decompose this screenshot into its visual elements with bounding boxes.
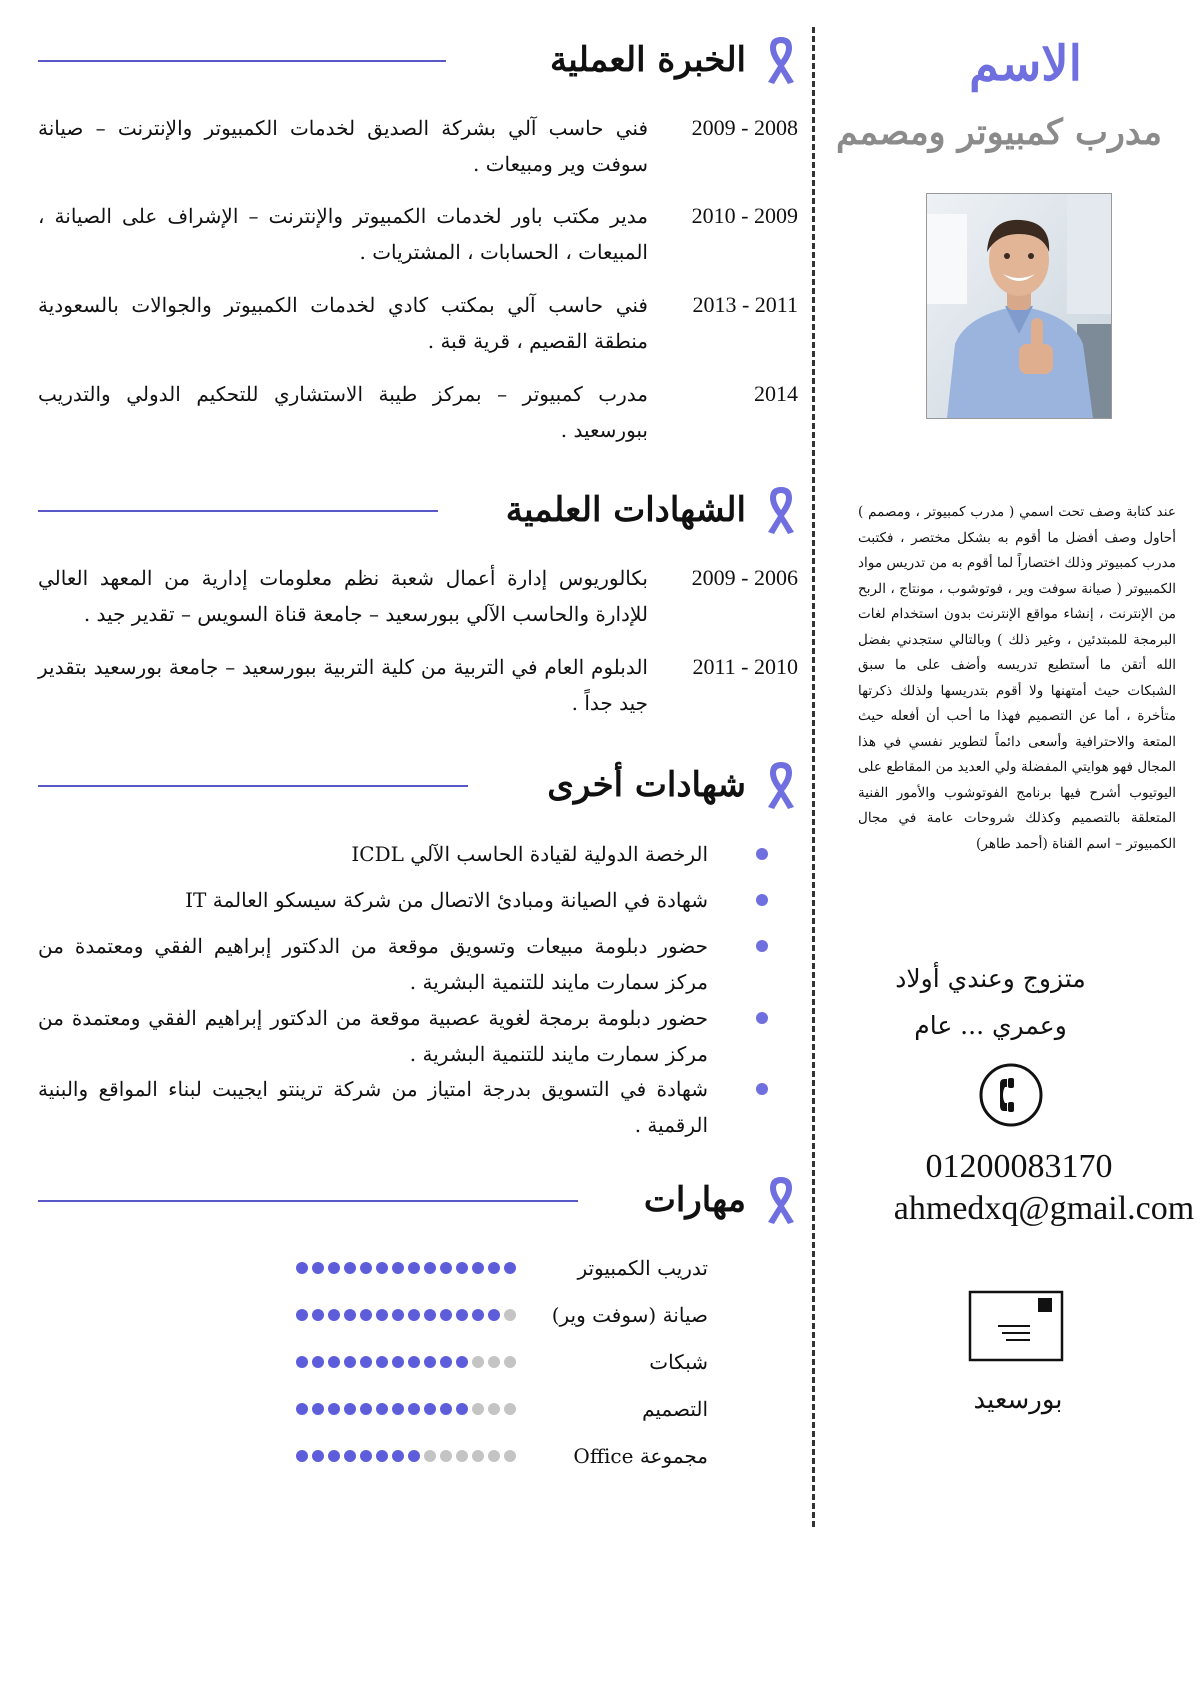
- skill-dot-empty: [424, 1450, 436, 1462]
- skill-row: [38, 1389, 798, 1429]
- skills-header: [38, 1170, 798, 1230]
- skill-dot-filled: [456, 1403, 468, 1415]
- skill-dot-empty: [472, 1450, 484, 1462]
- experience-title: الخبرة العملية: [549, 40, 746, 80]
- skill-rating: [296, 1356, 516, 1368]
- skill-dot-filled: [296, 1450, 308, 1462]
- skill-dot-filled: [424, 1262, 436, 1274]
- skill-dot-filled: [376, 1356, 388, 1368]
- skill-dot-filled: [376, 1262, 388, 1274]
- skill-dot-filled: [312, 1262, 324, 1274]
- experience-years: 2013 - 2011: [692, 292, 798, 317]
- skill-dot-filled: [328, 1450, 340, 1462]
- skill-dot-filled: [424, 1403, 436, 1415]
- skill-dot-filled: [376, 1450, 388, 1462]
- skill-dot-filled: [344, 1450, 356, 1462]
- skill-rating: [296, 1309, 516, 1321]
- skill-dot-filled: [488, 1309, 500, 1321]
- skill-dot-filled: [296, 1403, 308, 1415]
- skill-dot-filled: [488, 1262, 500, 1274]
- skill-dot-filled: [328, 1403, 340, 1415]
- skill-dot-filled: [376, 1403, 388, 1415]
- skill-dot-empty: [488, 1356, 500, 1368]
- skill-dot-filled: [344, 1262, 356, 1274]
- phone-icon: [978, 1062, 1044, 1128]
- skill-dot-filled: [344, 1309, 356, 1321]
- skill-row: [38, 1248, 798, 1288]
- skill-label: تدريب الكمبيوتر: [577, 1256, 708, 1280]
- sidebar: [828, 0, 1200, 1697]
- ribbon-icon: [764, 1174, 798, 1226]
- skill-dot-filled: [456, 1356, 468, 1368]
- experience-text: مدير مكتب باور لخدمات الكمبيوتر والإنترنت – الإشراف على الصيانة ، المبيعات ، الحسابات ، المشتريات .: [38, 204, 648, 264]
- certificate-text: شهادة في التسويق بدرجة امتياز من شركة ترينتو ايجيبت لبناء المواقع والبنية الرقمية .: [38, 1077, 708, 1137]
- envelope-icon: [968, 1290, 1064, 1362]
- skill-label: صيانة (سوفت وير): [551, 1303, 708, 1327]
- skill-dot-filled: [504, 1262, 516, 1274]
- skill-dot-filled: [440, 1356, 452, 1368]
- skill-dot-filled: [360, 1450, 372, 1462]
- skill-dot-filled: [408, 1403, 420, 1415]
- skill-dot-filled: [392, 1309, 404, 1321]
- skill-dot-empty: [504, 1309, 516, 1321]
- skill-dot-empty: [456, 1450, 468, 1462]
- skill-dot-filled: [360, 1309, 372, 1321]
- profile-photo: [926, 193, 1112, 419]
- profile-photo-illustration: [927, 194, 1111, 418]
- skill-dot-filled: [360, 1403, 372, 1415]
- certificate-text: شهادة في الصيانة ومبادئ الاتصال من شركة سيسكو العالمة IT: [185, 888, 708, 912]
- skill-dot-filled: [456, 1309, 468, 1321]
- ribbon-icon: [764, 759, 798, 811]
- bullet-dot: [756, 1012, 768, 1024]
- skill-rating: [296, 1262, 516, 1274]
- skill-dot-filled: [312, 1309, 324, 1321]
- education-years: 2011 - 2010: [692, 654, 798, 679]
- skill-dot-empty: [472, 1356, 484, 1368]
- skill-dot-filled: [440, 1403, 452, 1415]
- skill-dot-filled: [344, 1403, 356, 1415]
- skill-label: التصميم: [642, 1397, 708, 1421]
- skill-dot-filled: [472, 1262, 484, 1274]
- skill-dot-filled: [344, 1356, 356, 1368]
- skill-dot-empty: [488, 1450, 500, 1462]
- experience-text: فني حاسب آلي بمكتب كادي لخدمات الكمبيوتر والجوالات بالسعودية منطقة القصيم ، قرية قبة .: [38, 293, 648, 353]
- marital-line-1: متزوج وعندي أولاد: [895, 964, 1086, 993]
- skill-dot-empty: [440, 1450, 452, 1462]
- skill-dot-filled: [360, 1356, 372, 1368]
- city: بورسعيد: [973, 1385, 1063, 1415]
- email-address[interactable]: ahmedxq@gmail.com: [893, 1190, 1195, 1227]
- section-rule: [38, 60, 446, 62]
- marital-line-2: وعمري ... عام: [914, 1011, 1067, 1040]
- education-text: بكالوريوس إدارة أعمال شعبة نظم معلومات إدارية من المعهد العالي للإدارة والحاسب الآلي ببورسعيد – جامعة قناة السويس – تقدير جيد .: [38, 566, 648, 626]
- skill-dot-filled: [392, 1403, 404, 1415]
- skill-rating: [296, 1403, 516, 1415]
- skill-dot-empty: [504, 1450, 516, 1462]
- skill-dot-filled: [392, 1356, 404, 1368]
- education-header: [38, 480, 798, 540]
- bullet-dot: [756, 848, 768, 860]
- skill-dot-empty: [472, 1403, 484, 1415]
- skill-dot-filled: [408, 1309, 420, 1321]
- experience-header: [38, 30, 798, 90]
- skill-label: مجموعة Office: [573, 1444, 708, 1468]
- person-name: الاسم: [969, 36, 1082, 92]
- skill-rating: [296, 1450, 516, 1462]
- skill-dot-filled: [392, 1450, 404, 1462]
- skill-dot-filled: [408, 1450, 420, 1462]
- skill-dot-filled: [408, 1356, 420, 1368]
- skill-dot-empty: [488, 1403, 500, 1415]
- section-rule: [38, 1200, 578, 1202]
- phone-number[interactable]: 01200083170: [925, 1148, 1113, 1185]
- skill-row: [38, 1295, 798, 1335]
- section-rule: [38, 785, 468, 787]
- skill-dot-filled: [360, 1262, 372, 1274]
- skill-dot-filled: [472, 1309, 484, 1321]
- skill-dot-filled: [296, 1356, 308, 1368]
- education-text: الدبلوم العام في التربية من كلية التربية ببورسعيد – جامعة بورسعيد بتقدير جيد جداً .: [38, 655, 648, 715]
- skill-dot-filled: [296, 1309, 308, 1321]
- skill-label: شبكات: [649, 1350, 708, 1374]
- skills-title: مهارات: [643, 1180, 746, 1220]
- skill-dot-filled: [328, 1262, 340, 1274]
- experience-text: مدرب كمبيوتر – بمركز طيبة الاستشاري للتحكيم الدولي والتدريب ببورسعيد .: [38, 382, 648, 442]
- certificate-text: حضور دبلومة برمجة لغوية عصبية موقعة من الدكتور إبراهيم الفقي ومعتمدة من مركز سمارت مايند للتنمية البشرية .: [38, 1006, 708, 1066]
- skill-dot-filled: [408, 1262, 420, 1274]
- bullet-dot: [756, 940, 768, 952]
- skill-dot-filled: [312, 1356, 324, 1368]
- education-title: الشهادات العلمية: [505, 490, 746, 530]
- skill-dot-filled: [312, 1450, 324, 1462]
- certificates-title: شهادات أخرى: [547, 765, 746, 805]
- profile-summary: عند كتابة وصف تحت اسمي ( مدرب كمبيوتر ، ومصمم ) أحاول وصف أفضل ما أقوم به بشكل مختصر ، فكتبت مدرب كمبيوتر وذلك اختصاراً لما أقوم به من تدريس مواد الكمبيوتر ( صيانة سوفت وير ، فوتوشوب ، مونتاج ، الربح من الإنترنت ، إنشاء مواقع الإنترنت بدون استخدام لغات البرمجة للمبتدئين ، وغير ذلك ) وبالتالي ستجدني بفضل الله أتقن ما أستطيع تدريسه وأضف على ما سبق الشبكات حيث أمتهنها ولا أقوم بتدريسها ولذلك ذكرتها متأخرة ، أما عن التصميم فهذا ما أحب أن أفعله حيث المتعة والاحترافية وأسعى دائماً لتطوير نفسي في هذا المجال فهو هوايتي المفضلة ولي العديد من المقاطع على اليوتيوب أشرح فيها برنامج الفوتوشوب والأمور الفنية المتعلقة بالتصميم وكذلك شروحات عامة في مجال الكمبيوتر – اسم القناة (أحمد طاهر): [858, 504, 1176, 852]
- certificate-text: حضور دبلومة مبيعات وتسويق موقعة من الدكتور إبراهيم الفقي ومعتمدة من مركز سمارت مايند للتنمية البشرية .: [38, 934, 708, 994]
- bullet-dot: [756, 894, 768, 906]
- skill-dot-filled: [312, 1403, 324, 1415]
- certificates-header: [38, 755, 798, 815]
- skill-dot-filled: [456, 1262, 468, 1274]
- bullet-dot: [756, 1083, 768, 1095]
- skill-dot-filled: [440, 1262, 452, 1274]
- experience-years: 2009 - 2008: [691, 115, 798, 140]
- section-rule: [38, 510, 438, 512]
- skill-dot-filled: [424, 1356, 436, 1368]
- experience-years: 2010 - 2009: [691, 203, 798, 228]
- experience-text: فني حاسب آلي بشركة الصديق لخدمات الكمبيوتر والإنترنت – صيانة سوفت وير ومبيعات .: [38, 116, 649, 176]
- skill-dot-filled: [328, 1356, 340, 1368]
- skill-dot-filled: [328, 1309, 340, 1321]
- skill-dot-filled: [440, 1309, 452, 1321]
- skill-dot-filled: [296, 1262, 308, 1274]
- skill-row: [38, 1342, 798, 1382]
- skill-dot-filled: [392, 1262, 404, 1274]
- ribbon-icon: [764, 484, 798, 536]
- ribbon-icon: [764, 34, 798, 86]
- job-title: مدرب كمبيوتر ومصمم: [835, 112, 1162, 153]
- skill-dot-filled: [376, 1309, 388, 1321]
- personal-status: [883, 955, 1098, 1049]
- certificate-text: الرخصة الدولية لقيادة الحاسب الآلي ICDL: [351, 842, 708, 866]
- education-years: 2009 - 2006: [691, 565, 798, 590]
- skill-dot-empty: [504, 1403, 516, 1415]
- skill-dot-filled: [424, 1309, 436, 1321]
- skill-row: [38, 1436, 798, 1476]
- column-divider: [812, 27, 815, 1527]
- skill-dot-empty: [504, 1356, 516, 1368]
- experience-years: 2014: [754, 381, 798, 406]
